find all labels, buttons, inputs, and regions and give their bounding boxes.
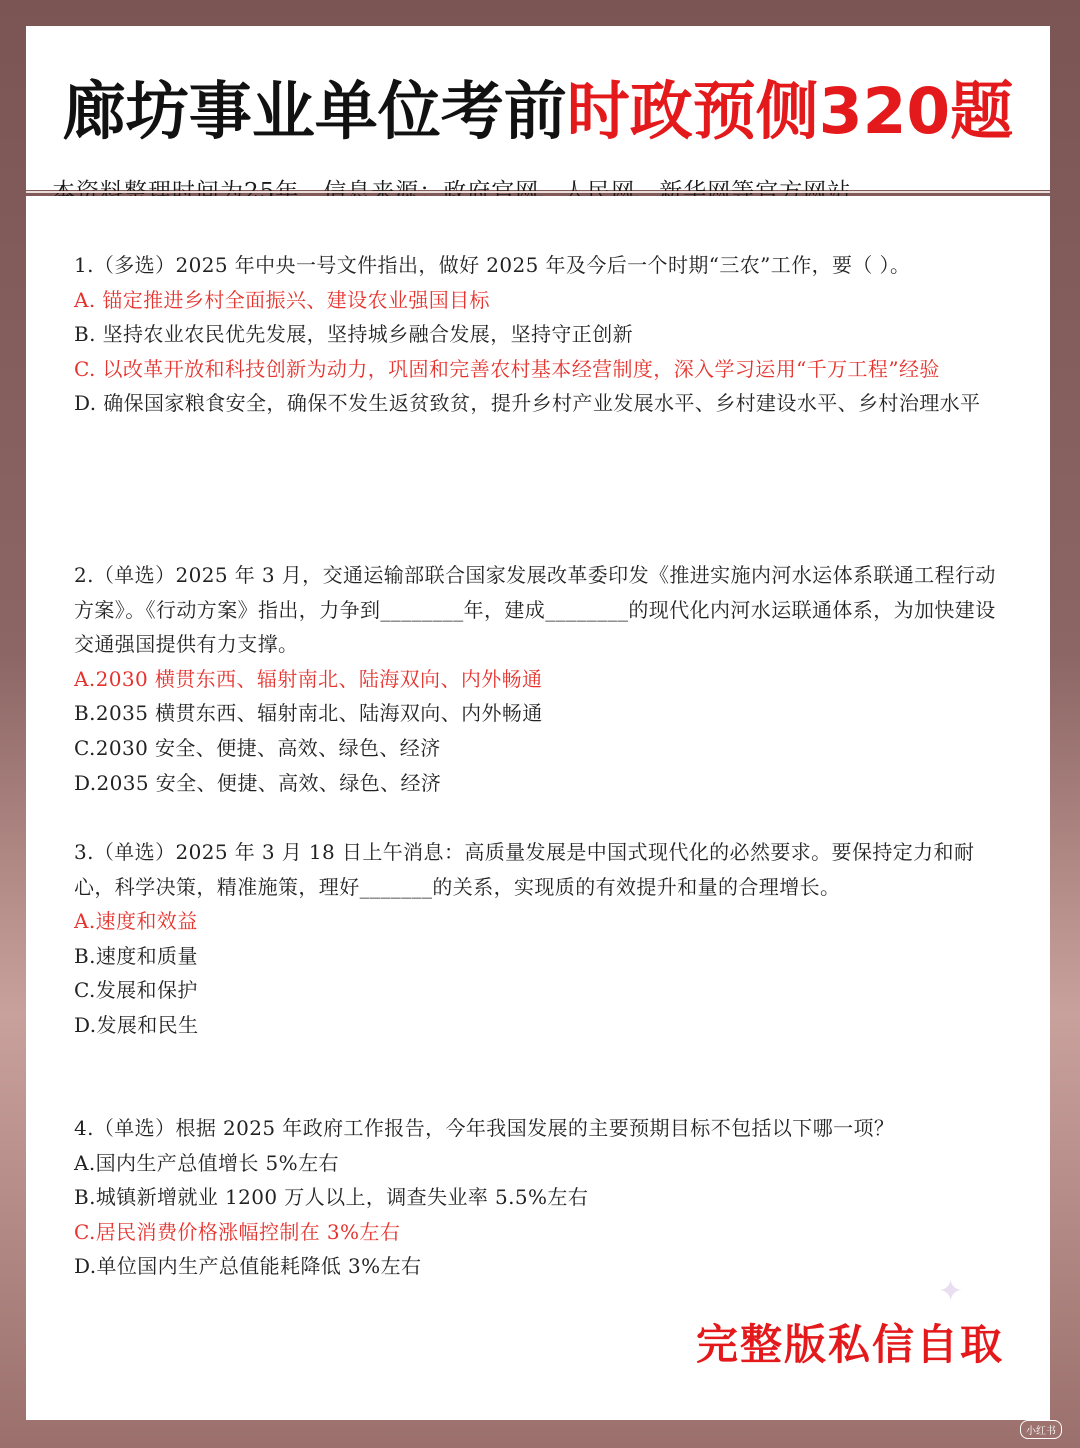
option-a: A. 锚定推进乡村全面振兴、建设农业强国目标 bbox=[74, 287, 490, 312]
option-a: A.国内生产总值增长 5%左右 bbox=[74, 1150, 339, 1175]
option-c: C.发展和保护 bbox=[74, 978, 198, 1003]
page-title bbox=[26, 76, 1050, 148]
option-c: C. 以改革开放和科技创新为动力，巩固和完善农村基本经营制度，深入学习运用“千万工程”经验 bbox=[74, 356, 940, 381]
option-c: C.2030 安全、便捷、高效、绿色、经济 bbox=[74, 735, 441, 760]
question-3 bbox=[74, 835, 1004, 1043]
header-card bbox=[26, 26, 1050, 190]
sparkle-icon: ✦ bbox=[938, 1274, 964, 1309]
option-d: D.2035 安全、便捷、高效、绿色、经济 bbox=[74, 770, 442, 795]
option-d: D.单位国内生产总值能耗降低 3%左右 bbox=[74, 1254, 422, 1279]
cta-text: 完整版私信自取 bbox=[695, 1320, 1004, 1369]
question-stem: 1.（多选）2025 年中央一号文件指出，做好 2025 年及今后一个时期“三农”工作，要（ ）。 bbox=[74, 253, 911, 277]
option-c: C.居民消费价格涨幅控制在 3%左右 bbox=[74, 1219, 401, 1244]
option-d: D.发展和民生 bbox=[74, 1012, 199, 1037]
option-b: B.2035 横贯东西、辐射南北、陆海双向、内外畅通 bbox=[74, 701, 543, 726]
header-divider bbox=[26, 191, 1050, 193]
question-stem: 4.（单选）根据 2025 年政府工作报告，今年我国发展的主要预期目标不包括以下哪一项？ bbox=[74, 1116, 895, 1140]
question-stem: 2.（单选）2025 年 3 月，交通运输部联合国家发展改革委印发《推进实施内河水运体系联通工程行动方案》。《行动方案》指出，力争到________年，建成________的现代化内河水运联通体系，为加快建设交通强国提供有力支撑。 bbox=[74, 563, 996, 657]
question-2 bbox=[74, 558, 1004, 800]
title-red-part: 时政预侧320题 bbox=[566, 75, 1014, 148]
option-b: B. 坚持农业农民优先发展，坚持城乡融合发展，坚持守正创新 bbox=[74, 322, 634, 347]
option-a: A.2030 横贯东西、辐射南北、陆海双向、内外畅通 bbox=[74, 666, 543, 691]
option-a: A.速度和效益 bbox=[74, 909, 198, 934]
question-1 bbox=[74, 248, 1004, 421]
content-card bbox=[26, 196, 1050, 1420]
title-black-part: 廊坊事业单位考前 bbox=[62, 75, 567, 148]
watermark: 小红书 bbox=[1020, 1420, 1062, 1439]
option-b: B.速度和质量 bbox=[74, 943, 198, 968]
option-d: D. 确保国家粮食安全，确保不发生返贫致贫，提升乡村产业发展水平、乡村建设水平、乡村治理水平 bbox=[74, 391, 981, 416]
option-b: B.城镇新增就业 1200 万人以上，调查失业率 5.5%左右 bbox=[74, 1185, 589, 1210]
question-4 bbox=[74, 1111, 1004, 1284]
question-stem: 3.（单选）2025 年 3 月 18 日上午消息：高质量发展是中国式现代化的必然要求。要保持定力和耐心，科学决策，精准施策，理好_______的关系，实现质的有效提升和量的合理增长。 bbox=[74, 840, 975, 899]
